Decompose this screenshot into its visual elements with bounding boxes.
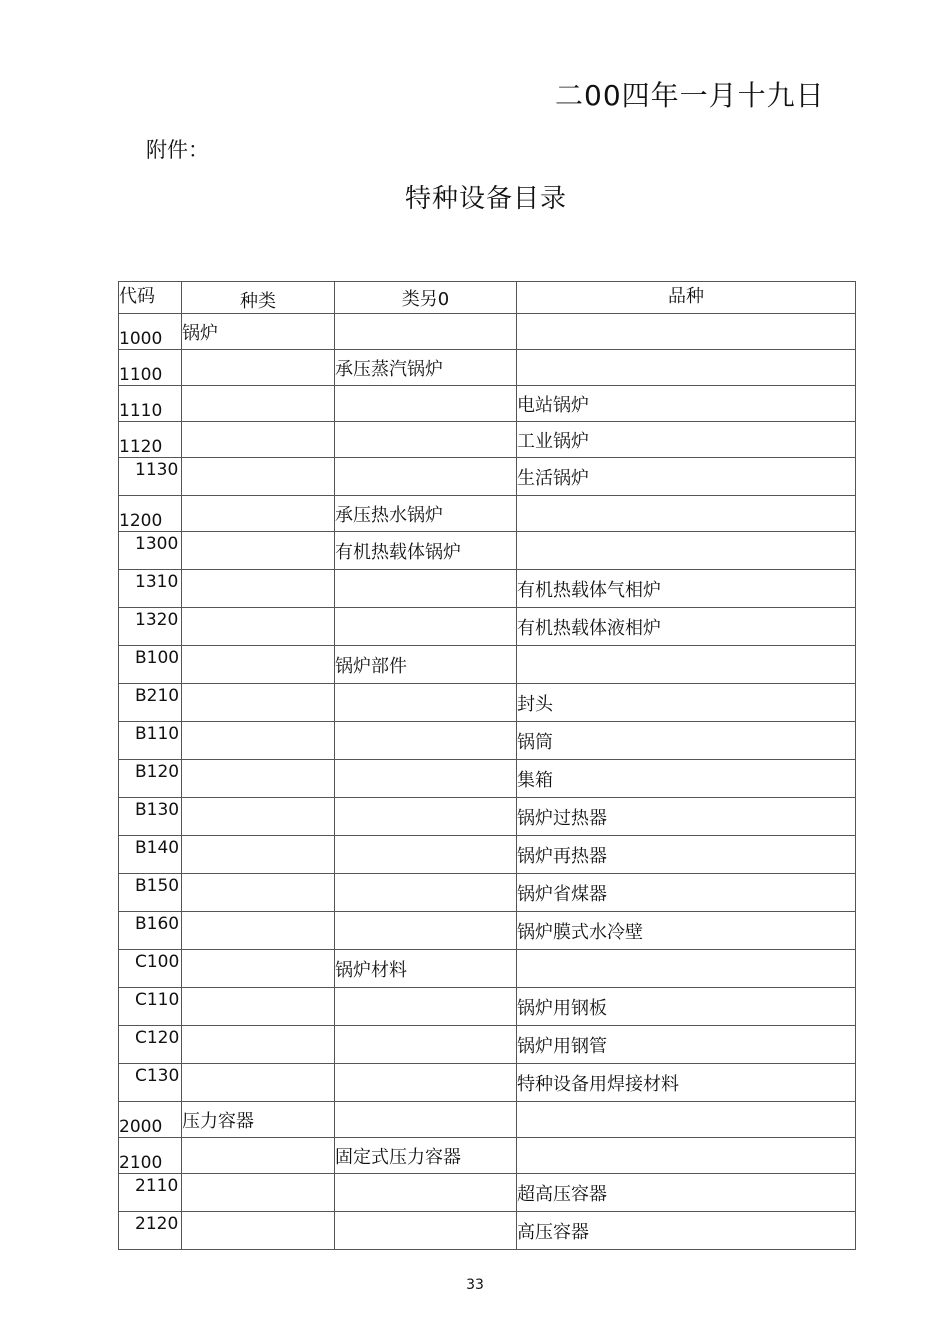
kind-cell	[182, 874, 335, 912]
kind-cell	[182, 350, 335, 386]
variety-cell: 锅炉再热器	[517, 836, 856, 874]
kind-cell	[182, 722, 335, 760]
category-cell	[335, 314, 517, 350]
table-row	[119, 496, 856, 532]
kind-cell	[182, 684, 335, 722]
table-row	[119, 422, 856, 458]
variety-cell	[517, 1138, 856, 1174]
category-cell	[335, 798, 517, 836]
kind-cell: 锅炉	[182, 314, 335, 350]
variety-cell: 锅炉过热器	[517, 798, 856, 836]
table-row	[119, 988, 856, 1026]
code-cell: 1310	[119, 570, 182, 608]
kind-cell	[182, 386, 335, 422]
variety-cell: 电站锅炉	[517, 386, 856, 422]
category-cell	[335, 608, 517, 646]
code-cell: 2110	[119, 1174, 182, 1212]
code-cell: 1120	[119, 422, 182, 458]
kind-cell	[182, 1212, 335, 1250]
table-row	[119, 458, 856, 496]
table-header-row	[119, 282, 856, 314]
header-variety: 品种	[517, 282, 856, 314]
variety-cell: 高压容器	[517, 1212, 856, 1250]
variety-cell: 特种设备用焊接材料	[517, 1064, 856, 1102]
category-cell	[335, 570, 517, 608]
variety-cell: 锅炉用钢板	[517, 988, 856, 1026]
variety-cell: 封头	[517, 684, 856, 722]
variety-cell: 集箱	[517, 760, 856, 798]
table-row	[119, 1064, 856, 1102]
table-row	[119, 386, 856, 422]
category-cell: 锅炉材料	[335, 950, 517, 988]
category-cell	[335, 1212, 517, 1250]
kind-cell	[182, 950, 335, 988]
variety-cell: 锅炉用钢管	[517, 1026, 856, 1064]
kind-cell	[182, 1026, 335, 1064]
variety-cell	[517, 532, 856, 570]
code-cell: 1320	[119, 608, 182, 646]
table-row	[119, 1026, 856, 1064]
variety-cell: 工业锅炉	[517, 422, 856, 458]
kind-cell	[182, 422, 335, 458]
table-row	[119, 1102, 856, 1138]
table-row	[119, 1174, 856, 1212]
kind-cell	[182, 532, 335, 570]
table-row	[119, 314, 856, 350]
kind-cell	[182, 646, 335, 684]
table-row	[119, 684, 856, 722]
kind-cell	[182, 1174, 335, 1212]
category-cell: 承压蒸汽锅炉	[335, 350, 517, 386]
kind-cell	[182, 496, 335, 532]
kind-cell	[182, 798, 335, 836]
table-row	[119, 798, 856, 836]
code-cell: C120	[119, 1026, 182, 1064]
table-row	[119, 760, 856, 798]
variety-cell: 生活锅炉	[517, 458, 856, 496]
category-cell: 承压热水锅炉	[335, 496, 517, 532]
code-cell: 1300	[119, 532, 182, 570]
code-cell: B210	[119, 684, 182, 722]
variety-cell: 有机热载体气相炉	[517, 570, 856, 608]
attachment-label: 附件：	[146, 138, 209, 162]
kind-cell	[182, 1064, 335, 1102]
page-title: 特种设备目录	[404, 184, 567, 214]
table-row	[119, 874, 856, 912]
code-cell: B140	[119, 836, 182, 874]
category-cell	[335, 1064, 517, 1102]
table-body	[119, 314, 856, 1250]
code-cell: B150	[119, 874, 182, 912]
code-cell: B130	[119, 798, 182, 836]
category-cell: 锅炉部件	[335, 646, 517, 684]
category-cell	[335, 1174, 517, 1212]
table-row	[119, 722, 856, 760]
kind-cell	[182, 608, 335, 646]
variety-cell: 有机热载体液相炉	[517, 608, 856, 646]
kind-cell	[182, 988, 335, 1026]
code-cell: 1100	[119, 350, 182, 386]
table-row	[119, 608, 856, 646]
code-cell: C110	[119, 988, 182, 1026]
kind-cell	[182, 570, 335, 608]
variety-cell	[517, 646, 856, 684]
variety-cell: 超高压容器	[517, 1174, 856, 1212]
code-cell: B100	[119, 646, 182, 684]
variety-cell: 锅炉膜式水冷壁	[517, 912, 856, 950]
category-cell	[335, 422, 517, 458]
table-row	[119, 350, 856, 386]
variety-cell	[517, 1102, 856, 1138]
code-cell: 2100	[119, 1138, 182, 1174]
table-row	[119, 912, 856, 950]
page-number: 33	[466, 1277, 484, 1293]
code-cell: B110	[119, 722, 182, 760]
header-code: 代码	[119, 282, 182, 314]
category-cell	[335, 458, 517, 496]
variety-cell	[517, 350, 856, 386]
kind-cell	[182, 836, 335, 874]
kind-cell	[182, 1138, 335, 1174]
category-cell	[335, 760, 517, 798]
variety-cell: 锅炉省煤器	[517, 874, 856, 912]
kind-cell	[182, 912, 335, 950]
header-kind: 种类	[182, 282, 335, 314]
category-cell: 有机热载体锅炉	[335, 532, 517, 570]
kind-cell	[182, 458, 335, 496]
code-cell: C100	[119, 950, 182, 988]
table-row	[119, 646, 856, 684]
kind-cell	[182, 760, 335, 798]
category-cell: 固定式压力容器	[335, 1138, 517, 1174]
category-cell	[335, 386, 517, 422]
code-cell: B120	[119, 760, 182, 798]
kind-cell: 压力容器	[182, 1102, 335, 1138]
code-cell: 1000	[119, 314, 182, 350]
table-row	[119, 950, 856, 988]
code-cell: B160	[119, 912, 182, 950]
category-cell	[335, 1026, 517, 1064]
variety-cell	[517, 950, 856, 988]
code-cell: 2120	[119, 1212, 182, 1250]
code-cell: 1200	[119, 496, 182, 532]
table-row	[119, 1138, 856, 1174]
code-cell: C130	[119, 1064, 182, 1102]
category-cell	[335, 722, 517, 760]
variety-cell: 锅筒	[517, 722, 856, 760]
code-cell: 1110	[119, 386, 182, 422]
table-row	[119, 836, 856, 874]
table-row	[119, 1212, 856, 1250]
category-cell	[335, 836, 517, 874]
table-row	[119, 570, 856, 608]
document-date: 二00四年一月十九日	[555, 79, 825, 112]
equipment-catalog-table	[118, 281, 856, 1250]
category-cell	[335, 1102, 517, 1138]
table-row	[119, 532, 856, 570]
category-cell	[335, 912, 517, 950]
category-cell	[335, 874, 517, 912]
code-cell: 2000	[119, 1102, 182, 1138]
code-cell: 1130	[119, 458, 182, 496]
variety-cell	[517, 314, 856, 350]
variety-cell	[517, 496, 856, 532]
category-cell	[335, 988, 517, 1026]
header-category: 类另0	[335, 282, 517, 314]
category-cell	[335, 684, 517, 722]
